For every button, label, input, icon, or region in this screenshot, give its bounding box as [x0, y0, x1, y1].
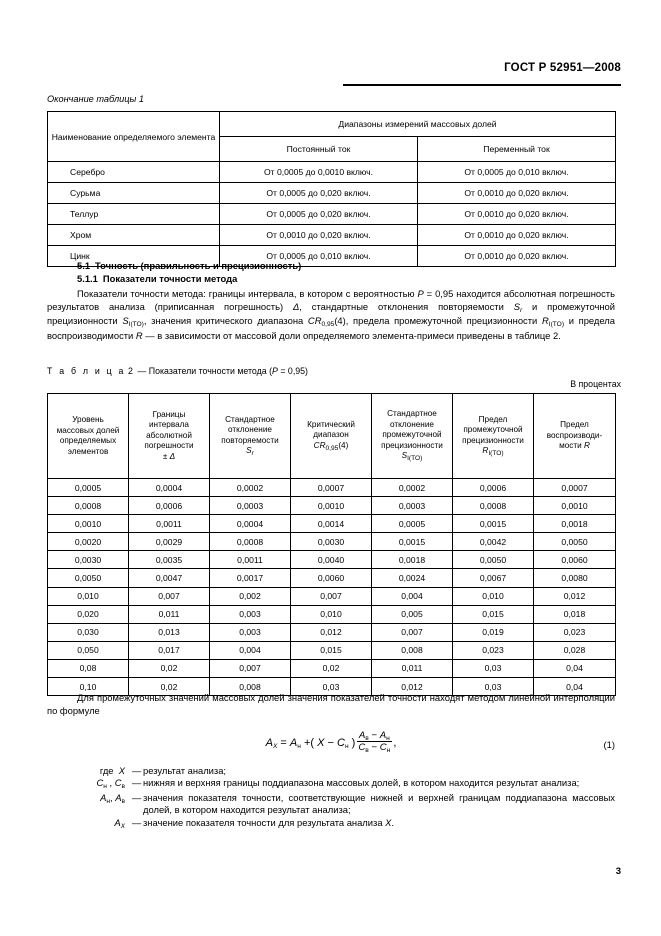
- table2-cell: 0,028: [534, 641, 616, 659]
- formula-numerator: $A_в - A_н$: [358, 730, 390, 742]
- table2-cell: 0,007: [210, 659, 291, 677]
- table2-cell: 0,08: [48, 659, 129, 677]
- table2-cell: 0,0017: [210, 569, 291, 587]
- definition-text: значения показателя точности, соответствующие нижней и верхней границам поддиапазона массовых долей, в котором находится результат анализа;: [143, 791, 615, 816]
- table1-cell-element: Теллур: [48, 204, 220, 225]
- table-row: [48, 623, 616, 641]
- table2-cell: 0,010: [291, 605, 372, 623]
- table1-header-row-1: [48, 112, 616, 137]
- table2-cell: 0,017: [129, 641, 210, 659]
- table2-cell: 0,012: [372, 678, 453, 696]
- table2-cell: 0,0002: [372, 479, 453, 497]
- table1-cell-ac: От 0,0005 до 0,010 включ.: [418, 162, 616, 183]
- table2-cell: 0,02: [129, 659, 210, 677]
- table2-cell: 0,0050: [534, 533, 616, 551]
- table2-cell: 0,0005: [48, 479, 129, 497]
- table1-header-direct-current: Постоянный ток: [220, 137, 418, 162]
- formula-definitions: [47, 765, 615, 831]
- table2-header-abs-error-limits: Границы интервала абсолютной погрешности ± Δ: [129, 394, 210, 479]
- table1-cell-element: Серебро: [48, 162, 220, 183]
- table2-cell: 0,011: [372, 659, 453, 677]
- table2-body: [48, 479, 616, 696]
- definition-text: значение показателя точности для результата анализа X.: [143, 816, 395, 828]
- section-heading-5-1-1: [77, 273, 237, 284]
- table1-cell-ac: От 0,0010 до 0,020 включ.: [418, 246, 616, 267]
- table2-cell: 0,0018: [534, 515, 616, 533]
- table2-cell: 0,015: [453, 605, 534, 623]
- table-1: [47, 111, 616, 267]
- table2-cell: 0,003: [210, 623, 291, 641]
- table2-cell: 0,003: [210, 605, 291, 623]
- table2-cell: 0,0008: [48, 497, 129, 515]
- definition-item: [47, 765, 615, 777]
- table1-cell-ac: От 0,0010 до 0,020 включ.: [418, 183, 616, 204]
- table2-cell: 0,0030: [48, 551, 129, 569]
- table1-caption: Окончание таблицы 1: [47, 94, 144, 104]
- table2-cell: 0,03: [453, 678, 534, 696]
- table2-cell: 0,007: [372, 623, 453, 641]
- table-row: [48, 225, 616, 246]
- definition-term: где X: [99, 765, 125, 776]
- table2-cell: 0,023: [453, 641, 534, 659]
- table2-cell: 0,0020: [48, 533, 129, 551]
- table-2: [47, 393, 616, 696]
- table2-cell: 0,004: [372, 587, 453, 605]
- table-row: [48, 162, 616, 183]
- table1-cell-ac: От 0,0010 до 0,020 включ.: [418, 225, 616, 246]
- formula-1: $A_X = A_н$ +( $X - C_н$ )$\frac{A_в - A_н}{C_в - C_н}$,: [265, 730, 397, 754]
- table2-cell: 0,0040: [291, 551, 372, 569]
- table2-units-note: В процентах: [570, 379, 621, 389]
- table2-header-critical-range: Критический диапазон $CR_{0,95}(4)$: [291, 394, 372, 479]
- table2-cell: 0,011: [129, 605, 210, 623]
- definition-dash: —: [131, 765, 142, 776]
- table2-cell: 0,010: [48, 587, 129, 605]
- table2-cell: 0,0015: [453, 515, 534, 533]
- table2-cell: 0,0011: [129, 515, 210, 533]
- standard-header: ГОСТ Р 52951—2008: [504, 62, 621, 74]
- table-row: [48, 497, 616, 515]
- table2-cell: 0,019: [453, 623, 534, 641]
- table2-cell: 0,005: [372, 605, 453, 623]
- formula-fraction: [356, 730, 392, 754]
- table2-cell: 0,04: [534, 678, 616, 696]
- table2-cell: 0,0010: [48, 515, 129, 533]
- table2-cell: 0,0042: [453, 533, 534, 551]
- section-number-5-1-1: 5.1.1: [77, 273, 98, 284]
- table2-cell: 0,0050: [48, 569, 129, 587]
- table2-cell: 0,0011: [210, 551, 291, 569]
- table2-cell: 0,0029: [129, 533, 210, 551]
- table1-header-element-name: Наименование определяемого элемента: [48, 112, 220, 162]
- table2-cell: 0,050: [48, 641, 129, 659]
- paragraph-accuracy-indicators: Показатели точности метода: границы интервала, в котором с вероятностью P = 0,95 находится абсолютная погрешность результатов анализа (приписанная погрешность) Δ, стандартные отклонения повторяемости $S_r$ и промежуточной прецизионности $S_{I(TO)}$, значения критического диапазона $CR_{0,95}(4)$, предела промежуточной прецизионности $R_{I(TO)}$ и предела воспроизводимости R — в зависимости от массовой доли определяемого элемента-примеси приведены в таблице 2.: [47, 288, 615, 341]
- table2-cell: 0,0060: [291, 569, 372, 587]
- table2-header-reproducibility-limit: Предел воспроизводи- мости R: [534, 394, 616, 479]
- table2-cell: 0,0006: [129, 497, 210, 515]
- table2-cell: 0,030: [48, 623, 129, 641]
- table2-caption: [47, 366, 308, 376]
- table2-cell: 0,0006: [453, 479, 534, 497]
- table2-caption-text: — Показатели точности метода (P = 0,95): [137, 366, 308, 376]
- table2-cell: 0,0008: [210, 533, 291, 551]
- table2-cell: 0,012: [291, 623, 372, 641]
- table2-cell: 0,0010: [534, 497, 616, 515]
- table1-cell-dc: От 0,0005 до 0,020 включ.: [220, 183, 418, 204]
- table2-cell: 0,0060: [534, 551, 616, 569]
- table2-cell: 0,0018: [372, 551, 453, 569]
- definition-dash: —: [131, 777, 142, 789]
- table2-header-repeatability-sd: Стандартное отклонение повторяемости $S_r$: [210, 394, 291, 479]
- paragraph-interpolation: Для промежуточных значений массовых долей значения показателей точности находят методом линейной интерполяции по формуле: [47, 692, 615, 716]
- table1-body: [48, 162, 616, 267]
- table1-header-ranges-group: Диапазоны измерений массовых долей: [220, 112, 616, 137]
- table2-cell: 0,008: [372, 641, 453, 659]
- table2-header-row: [48, 394, 616, 479]
- table2-cell: 0,0050: [453, 551, 534, 569]
- table2-cell: 0,013: [129, 623, 210, 641]
- table2-cell: 0,0004: [210, 515, 291, 533]
- section-title-5-1: Точность (правильность и прецизионность): [95, 260, 302, 271]
- table2-cell: 0,0004: [129, 479, 210, 497]
- table2-cell: 0,0035: [129, 551, 210, 569]
- table-row: [48, 204, 616, 225]
- table2-cell: 0,0007: [534, 479, 616, 497]
- table-row: [48, 551, 616, 569]
- table2-cell: 0,0008: [453, 497, 534, 515]
- table2-cell: 0,004: [210, 641, 291, 659]
- table-row: [48, 183, 616, 204]
- table2-cell: 0,015: [291, 641, 372, 659]
- table1-cell-ac: От 0,0010 до 0,020 включ.: [418, 204, 616, 225]
- table2-caption-label: Т а б л и ц а: [47, 366, 126, 376]
- table2-cell: 0,03: [453, 659, 534, 677]
- definition-item: [47, 777, 615, 791]
- table-row: [48, 569, 616, 587]
- table1-cell-dc: От 0,0005 до 0,010 включ.: [220, 246, 418, 267]
- table2-header-intermediate-precision-sd: Стандартное отклонение промежуточной прецизионности $S_{I(TO)}$: [372, 394, 453, 479]
- table-row: [48, 587, 616, 605]
- definition-intro: где: [99, 765, 114, 776]
- definition-item: [47, 817, 615, 831]
- section-number-5-1: 5.1: [77, 260, 91, 271]
- table-row: [48, 659, 616, 677]
- table2-cell: 0,02: [291, 659, 372, 677]
- definition-item: [47, 792, 615, 817]
- table1-cell-element: Хром: [48, 225, 220, 246]
- header-rule: [343, 84, 621, 86]
- definition-text: результат анализа;: [143, 765, 227, 776]
- table2-cell: 0,0007: [291, 479, 372, 497]
- definition-term: $A_н$, $A_в$: [100, 791, 125, 805]
- table2-cell: 0,012: [534, 587, 616, 605]
- table2-cell: 0,0047: [129, 569, 210, 587]
- table2-cell: 0,0015: [372, 533, 453, 551]
- definition-term: $A_X$: [114, 816, 125, 830]
- formula-block: [47, 729, 615, 763]
- table2-cell: 0,018: [534, 605, 616, 623]
- table2-cell: 0,010: [453, 587, 534, 605]
- table1-header-alternating-current: Переменный ток: [418, 137, 616, 162]
- table1-cell-dc: От 0,0005 до 0,020 включ.: [220, 204, 418, 225]
- table-row: [48, 479, 616, 497]
- formula-denominator: $C_в - C_н$: [358, 742, 391, 754]
- table2-cell: 0,0030: [291, 533, 372, 551]
- table2-cell: 0,020: [48, 605, 129, 623]
- table2-cell: 0,0014: [291, 515, 372, 533]
- table2-cell: 0,023: [534, 623, 616, 641]
- table2-cell: 0,02: [129, 678, 210, 696]
- table2-cell: 0,0002: [210, 479, 291, 497]
- table-row: [48, 641, 616, 659]
- definition-dash: —: [131, 791, 142, 803]
- table1-cell-element: Сурьма: [48, 183, 220, 204]
- table2-cell: 0,04: [534, 659, 616, 677]
- table1-cell-dc: От 0,0010 до 0,020 включ.: [220, 225, 418, 246]
- table2-cell: 0,007: [129, 587, 210, 605]
- table2-header-level: Уровень массовых долей определяемых элементов: [48, 394, 129, 479]
- formula-number: (1): [603, 739, 615, 750]
- table2-cell: 0,0003: [210, 497, 291, 515]
- table-row: [48, 515, 616, 533]
- page-number: 3: [615, 866, 621, 877]
- table2-caption-number: 2: [128, 366, 136, 376]
- table2-cell: 0,008: [210, 678, 291, 696]
- definition-text: нижняя и верхняя границы поддиапазона массовых долей, в котором находится результат анализа;: [143, 777, 580, 789]
- table2-cell: 0,03: [291, 678, 372, 696]
- table2-cell: 0,007: [291, 587, 372, 605]
- definition-dash: —: [131, 816, 142, 828]
- table2-cell: 0,0080: [534, 569, 616, 587]
- table2-cell: 0,0010: [291, 497, 372, 515]
- table-row: [48, 605, 616, 623]
- section-heading-5-1: [77, 260, 301, 271]
- table-row: [48, 533, 616, 551]
- table2-cell: 0,0005: [372, 515, 453, 533]
- table1-cell-element: Цинк: [48, 246, 220, 267]
- table2-header-intermediate-precision-limit: Предел промежуточной прецизионности $R_{I(TO)}$: [453, 394, 534, 479]
- table2-cell: 0,10: [48, 678, 129, 696]
- section-title-5-1-1: Показатели точности метода: [102, 273, 238, 284]
- table2-cell: 0,0067: [453, 569, 534, 587]
- table1-cell-dc: От 0,0005 до 0,0010 включ.: [220, 162, 418, 183]
- definition-term: $C_н$ , $C_в$: [96, 777, 125, 791]
- table2-cell: 0,0024: [372, 569, 453, 587]
- table2-cell: 0,002: [210, 587, 291, 605]
- table2-cell: 0,0003: [372, 497, 453, 515]
